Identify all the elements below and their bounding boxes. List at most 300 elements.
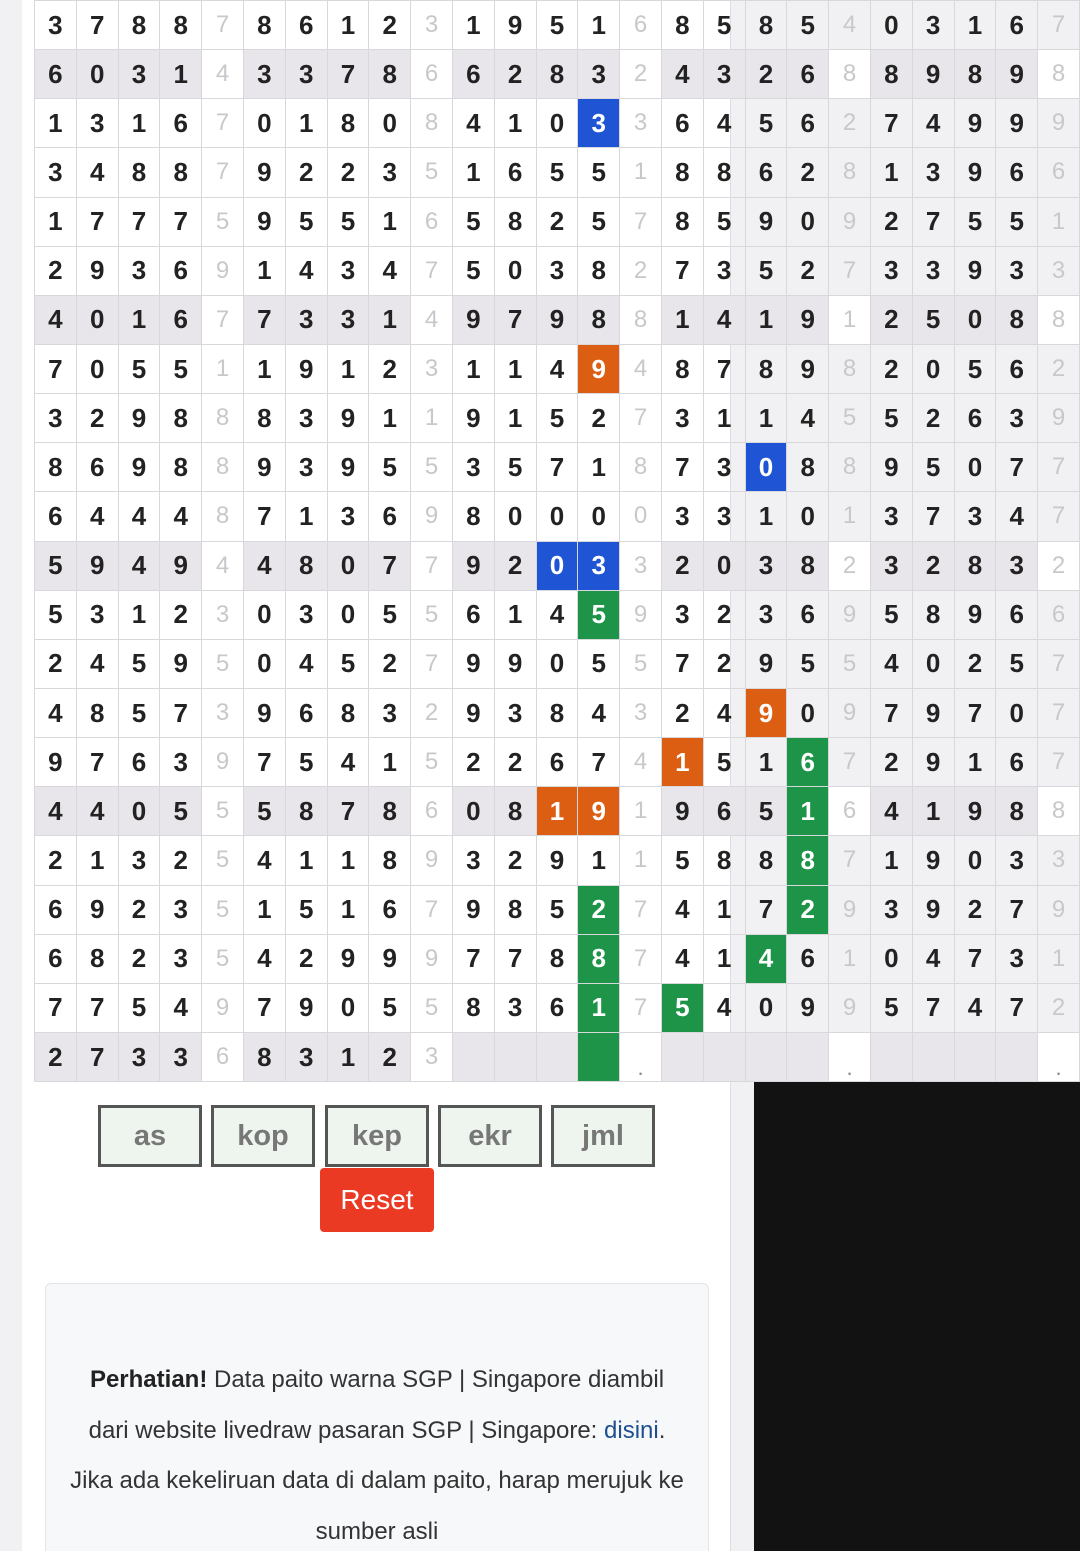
sum-cell: 8 xyxy=(620,295,662,344)
sum-cell: 6 xyxy=(829,787,871,836)
number-cell: 3 xyxy=(661,394,703,443)
sum-cell: 9 xyxy=(829,885,871,934)
sum-cell: 1 xyxy=(1038,934,1080,983)
sum-cell: 9 xyxy=(202,246,244,295)
table-row xyxy=(35,1032,1080,1081)
number-cell: 5 xyxy=(536,394,578,443)
number-cell: 5 xyxy=(452,197,494,246)
number-cell: 8 xyxy=(787,541,829,590)
number-cell: 4 xyxy=(787,394,829,443)
table-row xyxy=(35,148,1080,197)
number-cell: 7 xyxy=(494,934,536,983)
number-cell: 7 xyxy=(243,983,285,1032)
empty-cell xyxy=(870,1032,912,1081)
sum-cell: 4 xyxy=(202,541,244,590)
number-cell: 3 xyxy=(285,50,327,99)
number-cell: 1 xyxy=(912,787,954,836)
number-cell: 3 xyxy=(160,1032,202,1081)
empty-cell xyxy=(536,1032,578,1081)
number-cell: 2 xyxy=(494,541,536,590)
sum-cell: 3 xyxy=(411,344,453,393)
number-cell: 4 xyxy=(661,885,703,934)
number-cell: 2 xyxy=(870,197,912,246)
number-cell: 7 xyxy=(536,443,578,492)
number-cell: 4 xyxy=(118,541,160,590)
sum-cell: 5 xyxy=(620,639,662,688)
table-row xyxy=(35,590,1080,639)
empty-cell xyxy=(661,1032,703,1081)
number-cell: 9 xyxy=(76,885,118,934)
as-button[interactable]: as xyxy=(98,1105,202,1167)
number-cell: 9 xyxy=(452,541,494,590)
number-cell: 1 xyxy=(703,885,745,934)
number-cell: 9 xyxy=(787,983,829,1032)
number-cell: 9 xyxy=(327,934,369,983)
source-link[interactable]: disini xyxy=(604,1416,659,1444)
sum-cell: 1 xyxy=(829,492,871,541)
number-cell: 2 xyxy=(327,148,369,197)
sum-cell: 9 xyxy=(620,590,662,639)
number-cell: 2 xyxy=(494,738,536,787)
number-cell: 8 xyxy=(285,541,327,590)
sum-cell: 2 xyxy=(620,50,662,99)
number-cell: 1 xyxy=(327,1032,369,1081)
table-row xyxy=(35,492,1080,541)
number-cell: 6 xyxy=(285,688,327,737)
table-row xyxy=(35,541,1080,590)
notice-body: Data paito warna SGP | Singapore diambil dari website livedraw pasaran SGP | Singapore: xyxy=(88,1366,665,1444)
sum-cell: 9 xyxy=(829,197,871,246)
number-cell: 3 xyxy=(285,295,327,344)
sum-cell: 7 xyxy=(620,197,662,246)
number-cell: 4 xyxy=(912,934,954,983)
number-cell: 7 xyxy=(160,197,202,246)
number-cell: 2 xyxy=(285,148,327,197)
number-cell: 9 xyxy=(912,836,954,885)
number-cell: 4 xyxy=(870,639,912,688)
number-cell: 8 xyxy=(160,148,202,197)
number-cell: 8 xyxy=(76,688,118,737)
number-cell: 2 xyxy=(494,836,536,885)
sum-cell: 7 xyxy=(202,148,244,197)
number-cell: 8 xyxy=(954,541,996,590)
sum-cell: 8 xyxy=(829,443,871,492)
number-cell: 6 xyxy=(745,148,787,197)
sum-cell: 5 xyxy=(411,148,453,197)
sum-cell: 6 xyxy=(411,197,453,246)
sum-cell: 7 xyxy=(829,836,871,885)
number-cell: 8 xyxy=(536,934,578,983)
table-row xyxy=(35,99,1080,148)
number-cell: 9 xyxy=(369,934,411,983)
sum-cell: 6 xyxy=(411,50,453,99)
number-cell: 8 xyxy=(870,50,912,99)
number-cell: 4 xyxy=(327,738,369,787)
sum-cell: 2 xyxy=(1038,983,1080,1032)
empty-cell xyxy=(745,1032,787,1081)
empty-cell xyxy=(703,1032,745,1081)
number-cell: 2 xyxy=(35,639,77,688)
sum-cell: 6 xyxy=(1038,590,1080,639)
number-cell: 5 xyxy=(787,639,829,688)
number-cell: 1 xyxy=(745,492,787,541)
number-cell: 6 xyxy=(787,99,829,148)
number-cell: 6 xyxy=(494,148,536,197)
number-cell: 0 xyxy=(870,1,912,50)
number-cell: 8 xyxy=(76,934,118,983)
number-cell: 3 xyxy=(870,885,912,934)
number-cell: 8 xyxy=(35,443,77,492)
reset-button[interactable]: Reset xyxy=(320,1168,434,1232)
sum-cell: 4 xyxy=(202,50,244,99)
sum-cell: 2 xyxy=(1038,541,1080,590)
number-cell: 8 xyxy=(745,1,787,50)
number-cell: 2 xyxy=(160,836,202,885)
number-cell: 2 xyxy=(870,295,912,344)
number-cell: 9 xyxy=(536,295,578,344)
number-cell: 9 xyxy=(327,394,369,443)
number-cell: 1 xyxy=(703,394,745,443)
number-cell: 0 xyxy=(745,443,787,492)
number-cell: 4 xyxy=(703,688,745,737)
number-cell: 4 xyxy=(76,492,118,541)
number-cell: 7 xyxy=(160,688,202,737)
number-cell: 3 xyxy=(76,99,118,148)
number-cell: 8 xyxy=(661,344,703,393)
number-cell: 5 xyxy=(285,885,327,934)
number-cell: 2 xyxy=(536,197,578,246)
number-cell: 5 xyxy=(870,590,912,639)
number-cell: 1 xyxy=(118,295,160,344)
number-cell: 7 xyxy=(243,492,285,541)
number-cell: 5 xyxy=(912,443,954,492)
number-cell: 5 xyxy=(118,688,160,737)
number-cell: 4 xyxy=(870,787,912,836)
number-cell: 4 xyxy=(76,639,118,688)
number-cell: 6 xyxy=(787,590,829,639)
number-cell: 5 xyxy=(494,443,536,492)
sum-cell: 9 xyxy=(1038,99,1080,148)
notice-text xyxy=(70,1355,684,1551)
number-cell: 0 xyxy=(787,492,829,541)
number-cell: 6 xyxy=(996,590,1038,639)
number-cell: 9 xyxy=(452,885,494,934)
sum-cell: 7 xyxy=(620,983,662,1032)
sum-cell: 9 xyxy=(829,590,871,639)
number-cell: 9 xyxy=(745,639,787,688)
sum-cell: 3 xyxy=(202,688,244,737)
number-cell: 8 xyxy=(494,787,536,836)
number-cell: 8 xyxy=(118,148,160,197)
number-cell: 2 xyxy=(954,885,996,934)
number-cell: 3 xyxy=(996,836,1038,885)
number-cell: 1 xyxy=(118,99,160,148)
number-cell: 0 xyxy=(243,590,285,639)
number-cell: 5 xyxy=(160,787,202,836)
number-cell: 7 xyxy=(703,344,745,393)
number-cell: 6 xyxy=(536,738,578,787)
number-cell: 8 xyxy=(118,1,160,50)
number-cell: 2 xyxy=(35,836,77,885)
number-cell: 3 xyxy=(160,885,202,934)
sum-cell: 9 xyxy=(829,688,871,737)
number-cell: 9 xyxy=(452,688,494,737)
number-cell: 6 xyxy=(369,885,411,934)
number-cell: 5 xyxy=(118,639,160,688)
number-cell: 3 xyxy=(703,50,745,99)
number-cell: 6 xyxy=(452,50,494,99)
number-cell: 3 xyxy=(870,541,912,590)
number-cell: 1 xyxy=(160,50,202,99)
number-cell: 8 xyxy=(369,836,411,885)
sum-cell: 9 xyxy=(1038,394,1080,443)
number-cell: 4 xyxy=(35,787,77,836)
number-cell: 2 xyxy=(76,394,118,443)
sum-cell: 8 xyxy=(829,50,871,99)
number-cell: 3 xyxy=(578,99,620,148)
number-cell: 7 xyxy=(870,99,912,148)
number-cell: 6 xyxy=(118,738,160,787)
number-cell: 0 xyxy=(703,541,745,590)
number-cell: 5 xyxy=(35,590,77,639)
number-cell: 7 xyxy=(327,787,369,836)
number-cell: 5 xyxy=(661,983,703,1032)
sum-cell: 3 xyxy=(620,99,662,148)
paito-grid xyxy=(34,0,1080,1082)
number-cell: 3 xyxy=(494,688,536,737)
number-cell: 5 xyxy=(452,246,494,295)
number-cell: 8 xyxy=(369,50,411,99)
sum-cell: 5 xyxy=(202,836,244,885)
sum-cell: 8 xyxy=(1038,295,1080,344)
number-cell: 6 xyxy=(996,1,1038,50)
number-cell: 0 xyxy=(76,344,118,393)
sum-cell: 5 xyxy=(829,639,871,688)
number-cell: 7 xyxy=(912,492,954,541)
number-cell: 1 xyxy=(578,443,620,492)
sum-cell: 7 xyxy=(411,885,453,934)
number-cell: 2 xyxy=(912,541,954,590)
number-cell: 3 xyxy=(996,246,1038,295)
sum-cell: 8 xyxy=(202,492,244,541)
number-cell: 4 xyxy=(35,688,77,737)
number-cell: 1 xyxy=(285,99,327,148)
number-cell: 5 xyxy=(661,836,703,885)
number-cell: 7 xyxy=(745,885,787,934)
number-cell: 3 xyxy=(912,1,954,50)
number-cell: 2 xyxy=(578,885,620,934)
sum-cell: 8 xyxy=(411,99,453,148)
number-cell: 5 xyxy=(369,443,411,492)
number-cell: 8 xyxy=(661,197,703,246)
number-cell: 1 xyxy=(494,344,536,393)
number-cell: 0 xyxy=(327,590,369,639)
number-cell: 8 xyxy=(369,787,411,836)
number-cell: 3 xyxy=(160,934,202,983)
table-row xyxy=(35,983,1080,1032)
number-cell: 4 xyxy=(285,639,327,688)
number-cell: 1 xyxy=(494,394,536,443)
number-cell: 7 xyxy=(870,688,912,737)
jml-button[interactable]: jml xyxy=(551,1105,655,1167)
number-cell: 2 xyxy=(954,639,996,688)
number-cell: 7 xyxy=(76,1,118,50)
table-row xyxy=(35,443,1080,492)
number-cell: 2 xyxy=(494,50,536,99)
number-cell: 9 xyxy=(452,394,494,443)
number-cell: 3 xyxy=(76,590,118,639)
number-cell: 9 xyxy=(912,50,954,99)
number-cell: 3 xyxy=(996,394,1038,443)
number-cell: 4 xyxy=(703,983,745,1032)
ekr-button[interactable]: ekr xyxy=(438,1105,542,1167)
number-cell: 8 xyxy=(661,1,703,50)
number-cell: 9 xyxy=(996,99,1038,148)
ad-placeholder xyxy=(754,1072,1080,1551)
sum-cell: 3 xyxy=(411,1,453,50)
number-cell: 4 xyxy=(954,983,996,1032)
table-row xyxy=(35,295,1080,344)
empty-cell xyxy=(996,1032,1038,1081)
number-cell: 4 xyxy=(118,492,160,541)
number-cell: 7 xyxy=(76,1032,118,1081)
sum-cell: 1 xyxy=(620,836,662,885)
number-cell: 5 xyxy=(369,983,411,1032)
number-cell: 2 xyxy=(870,344,912,393)
number-cell: 3 xyxy=(912,148,954,197)
number-cell: 9 xyxy=(954,99,996,148)
number-cell: 4 xyxy=(703,99,745,148)
sum-cell: 1 xyxy=(829,934,871,983)
number-cell: 6 xyxy=(369,492,411,541)
number-cell: 1 xyxy=(35,197,77,246)
number-cell: 1 xyxy=(285,836,327,885)
sum-cell: 3 xyxy=(1038,836,1080,885)
sum-cell: 4 xyxy=(620,738,662,787)
empty-cell xyxy=(494,1032,536,1081)
number-cell: 3 xyxy=(118,50,160,99)
number-cell: 4 xyxy=(243,541,285,590)
sum-cell: 7 xyxy=(1038,443,1080,492)
number-cell: 0 xyxy=(536,541,578,590)
number-cell: 8 xyxy=(285,787,327,836)
sum-cell: 2 xyxy=(829,99,871,148)
number-cell: 0 xyxy=(996,688,1038,737)
number-cell: 1 xyxy=(494,590,536,639)
number-cell: 6 xyxy=(35,934,77,983)
number-cell: 1 xyxy=(870,148,912,197)
number-cell: 0 xyxy=(243,639,285,688)
sum-cell: 4 xyxy=(620,344,662,393)
number-cell: 6 xyxy=(452,590,494,639)
sum-cell: 1 xyxy=(620,787,662,836)
sum-cell: 8 xyxy=(1038,787,1080,836)
number-cell: 2 xyxy=(912,394,954,443)
number-cell: 5 xyxy=(160,344,202,393)
number-cell: 6 xyxy=(996,344,1038,393)
number-cell: 2 xyxy=(160,590,202,639)
number-cell: 5 xyxy=(35,541,77,590)
number-cell: 9 xyxy=(285,344,327,393)
number-cell: 3 xyxy=(35,148,77,197)
number-cell: 3 xyxy=(369,688,411,737)
number-cell: 6 xyxy=(787,738,829,787)
number-cell: 2 xyxy=(285,934,327,983)
number-cell: 6 xyxy=(661,99,703,148)
number-cell: 3 xyxy=(327,492,369,541)
notice-body-end: . Jika ada kekeliruan data di dalam paito, harap merujuk ke sumber asli xyxy=(70,1416,684,1545)
number-cell: 6 xyxy=(996,738,1038,787)
number-cell: 1 xyxy=(243,344,285,393)
sum-cell: 3 xyxy=(1038,246,1080,295)
number-cell: 8 xyxy=(536,688,578,737)
number-cell: 0 xyxy=(452,787,494,836)
number-cell: 5 xyxy=(578,590,620,639)
number-cell: 9 xyxy=(243,443,285,492)
sum-cell: 2 xyxy=(829,541,871,590)
number-cell: 1 xyxy=(369,394,411,443)
number-cell: 9 xyxy=(452,639,494,688)
number-cell: 3 xyxy=(494,983,536,1032)
number-cell: 5 xyxy=(745,787,787,836)
number-cell: 1 xyxy=(661,295,703,344)
number-cell: 6 xyxy=(160,246,202,295)
kep-button[interactable]: kep xyxy=(325,1105,429,1167)
sum-cell: 1 xyxy=(411,394,453,443)
number-cell: 2 xyxy=(118,934,160,983)
number-cell: 4 xyxy=(996,492,1038,541)
number-cell: 7 xyxy=(661,639,703,688)
table-row xyxy=(35,885,1080,934)
number-cell: 3 xyxy=(578,50,620,99)
sum-cell: 6 xyxy=(202,1032,244,1081)
number-cell: 0 xyxy=(578,492,620,541)
number-cell: 5 xyxy=(243,787,285,836)
number-cell: 3 xyxy=(452,443,494,492)
number-cell: 1 xyxy=(745,394,787,443)
number-cell: 8 xyxy=(243,394,285,443)
number-cell: 7 xyxy=(996,983,1038,1032)
number-cell: 9 xyxy=(996,50,1038,99)
number-cell: 0 xyxy=(787,688,829,737)
sum-cell: 8 xyxy=(202,394,244,443)
number-cell: 4 xyxy=(661,50,703,99)
sum-cell: 8 xyxy=(829,344,871,393)
number-cell: 2 xyxy=(35,1032,77,1081)
table-row xyxy=(35,1,1080,50)
number-cell: 7 xyxy=(578,738,620,787)
number-cell: 3 xyxy=(243,50,285,99)
number-cell: 2 xyxy=(703,590,745,639)
kop-button[interactable]: kop xyxy=(211,1105,315,1167)
number-cell: 3 xyxy=(118,836,160,885)
sum-cell: 5 xyxy=(202,885,244,934)
number-cell: 9 xyxy=(578,787,620,836)
table-row xyxy=(35,787,1080,836)
sum-cell: 1 xyxy=(202,344,244,393)
number-cell: 4 xyxy=(912,99,954,148)
number-cell: 0 xyxy=(494,246,536,295)
number-cell: 1 xyxy=(76,836,118,885)
number-cell: 9 xyxy=(160,541,202,590)
number-cell: 7 xyxy=(954,934,996,983)
number-cell: 7 xyxy=(243,738,285,787)
empty-cell xyxy=(452,1032,494,1081)
sum-cell: 7 xyxy=(202,99,244,148)
number-cell: 7 xyxy=(912,197,954,246)
number-cell: 1 xyxy=(954,738,996,787)
sum-cell: 3 xyxy=(620,541,662,590)
